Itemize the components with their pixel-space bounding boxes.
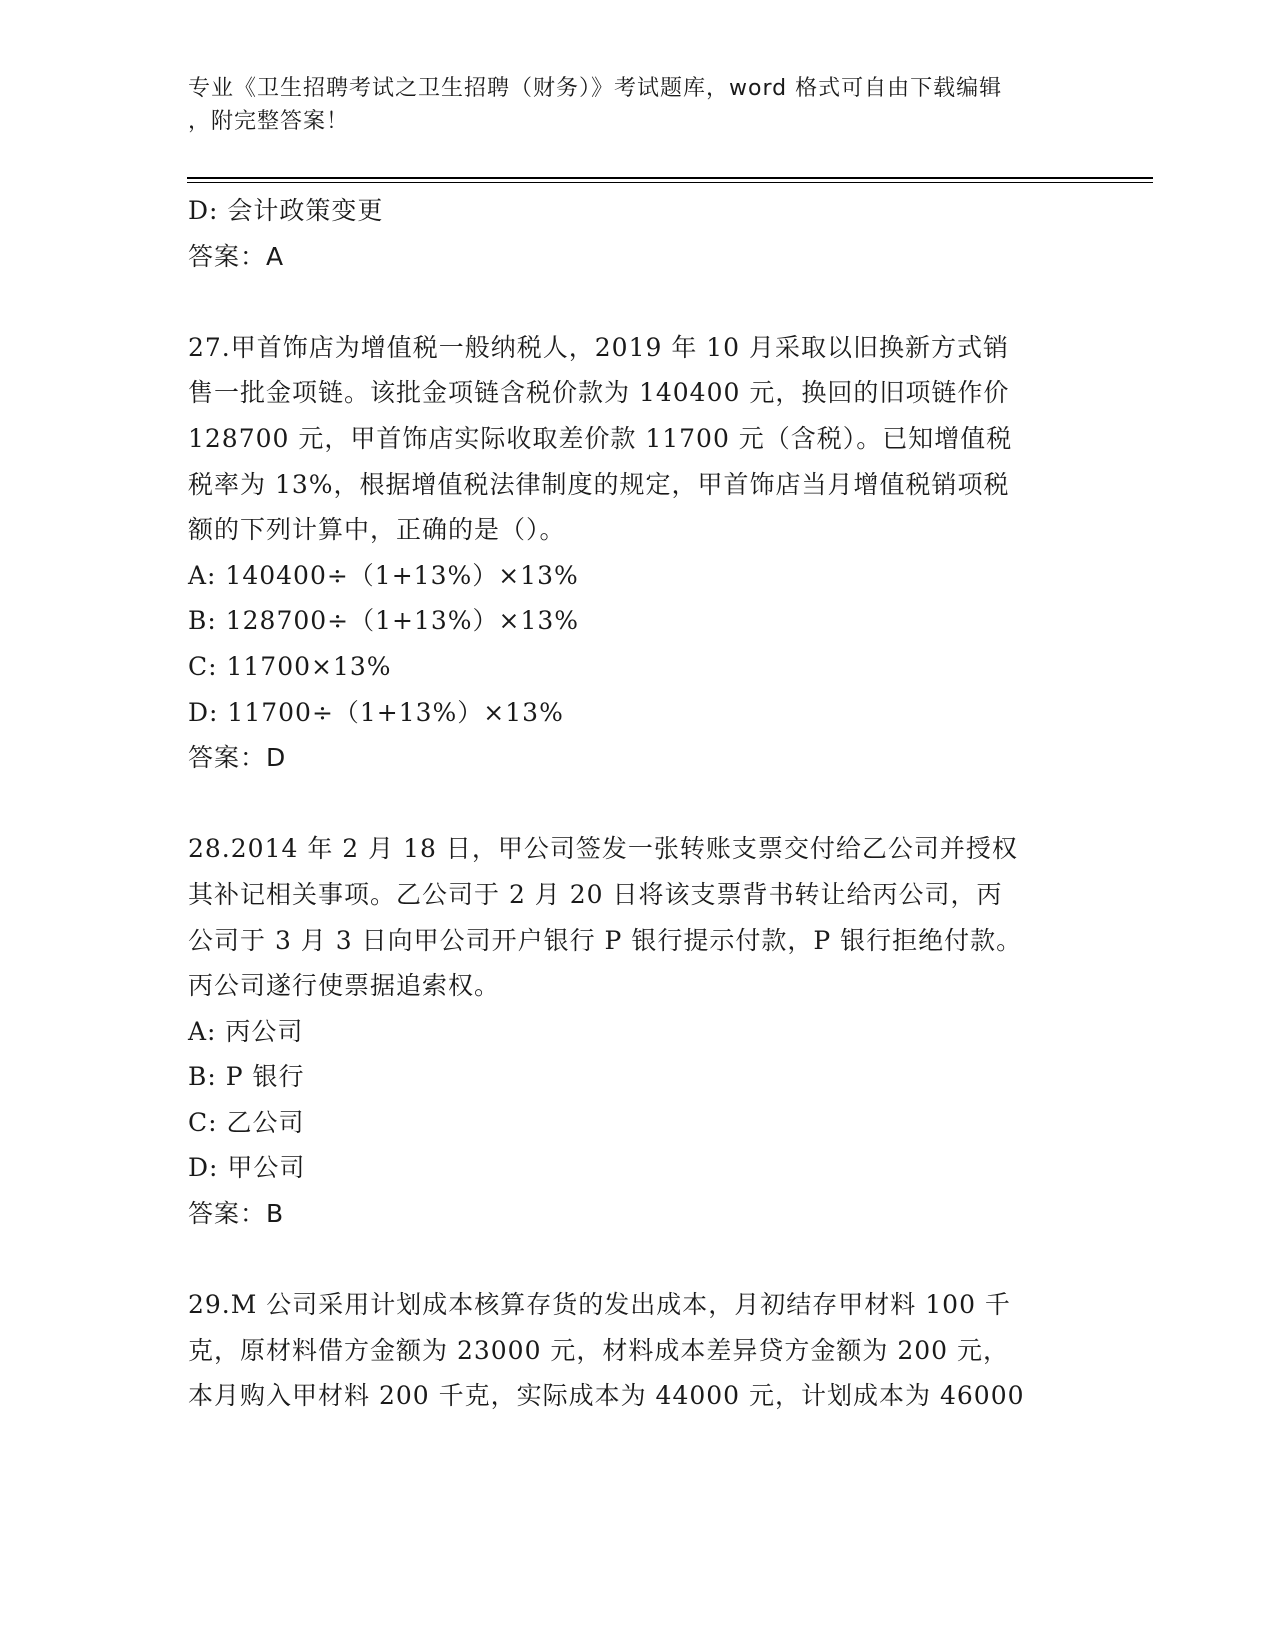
header-rule-thick <box>187 177 1153 179</box>
q28-stem-line: 公司于 3 月 3 日向甲公司开户银行 P 银行提示付款，P 银行拒绝付款。 <box>188 925 1023 955</box>
q29-stem-line: 29.M 公司采用计划成本核算存货的发出成本，月初结存甲材料 100 千 <box>188 1290 1011 1320</box>
spacer <box>188 781 1088 827</box>
q28-option-c: C: 乙公司 <box>188 1107 305 1137</box>
q28-option-a: A: 丙公司 <box>188 1016 304 1046</box>
q28-stem-line: 其补记相关事项。乙公司于 2 月 20 日将该支票背书转让给丙公司，丙 <box>188 879 1003 909</box>
question-27 <box>188 325 1088 781</box>
q27-stem-line: 128700 元，甲首饰店实际收取差价款 11700 元（含税）。已知增值税 <box>188 423 1013 453</box>
question-29 <box>188 1282 1088 1419</box>
q27-stem-line: 售一批金项链。该批金项链含税价款为 140400 元，换回的旧项链作价 <box>188 378 1010 408</box>
q27-option-c: C: 11700×13% <box>188 651 392 681</box>
header-line-2: ，附完整答案！ <box>188 109 350 134</box>
header-line-1: 专业《卫生招聘考试之卫生招聘（财务）》考试题库，word 格式可自由下载编辑 <box>188 76 1003 101</box>
q26-answer: 答案：A <box>188 241 285 271</box>
q28-stem-line: 丙公司遂行使票据追索权。 <box>188 971 501 1001</box>
q28-answer: 答案：B <box>188 1199 285 1229</box>
q26-option-d: D: 会计政策变更 <box>188 196 384 225</box>
document-header <box>188 72 1088 138</box>
q27-option-b: B: 128700÷（1+13%）×13% <box>188 606 580 636</box>
q27-option-d: D: 11700÷（1+13%）×13% <box>188 697 564 727</box>
q29-stem-line: 本月购入甲材料 200 千克，实际成本为 44000 元，计划成本为 46000 <box>188 1381 1025 1411</box>
q27-option-a: A: 140400÷（1+13%）×13% <box>188 560 579 590</box>
spacer <box>188 1237 1088 1283</box>
q27-stem-line: 税率为 13%，根据增值税法律制度的规定，甲首饰店当月增值税销项税 <box>188 469 1010 499</box>
header-rule-thin <box>187 182 1153 183</box>
q29-stem-line: 克，原材料借方金额为 23000 元，材料成本差异贷方金额为 200 元， <box>188 1335 1010 1365</box>
q28-option-d: D: 甲公司 <box>188 1153 306 1183</box>
question-content <box>188 188 1088 1419</box>
q27-stem-line: 27.甲首饰店为增值税一般纳税人，2019 年 10 月采取以旧换新方式销 <box>188 332 1010 362</box>
question-28 <box>188 826 1088 1236</box>
q27-answer: 答案：D <box>188 743 287 773</box>
spacer <box>188 279 1088 325</box>
q28-option-b: B: P 银行 <box>188 1062 305 1092</box>
q28-stem-line: 28.2014 年 2 月 18 日，甲公司签发一张转账支票交付给乙公司并授权 <box>188 834 1018 864</box>
q27-stem-line: 额的下列计算中，正确的是（）。 <box>188 515 566 545</box>
